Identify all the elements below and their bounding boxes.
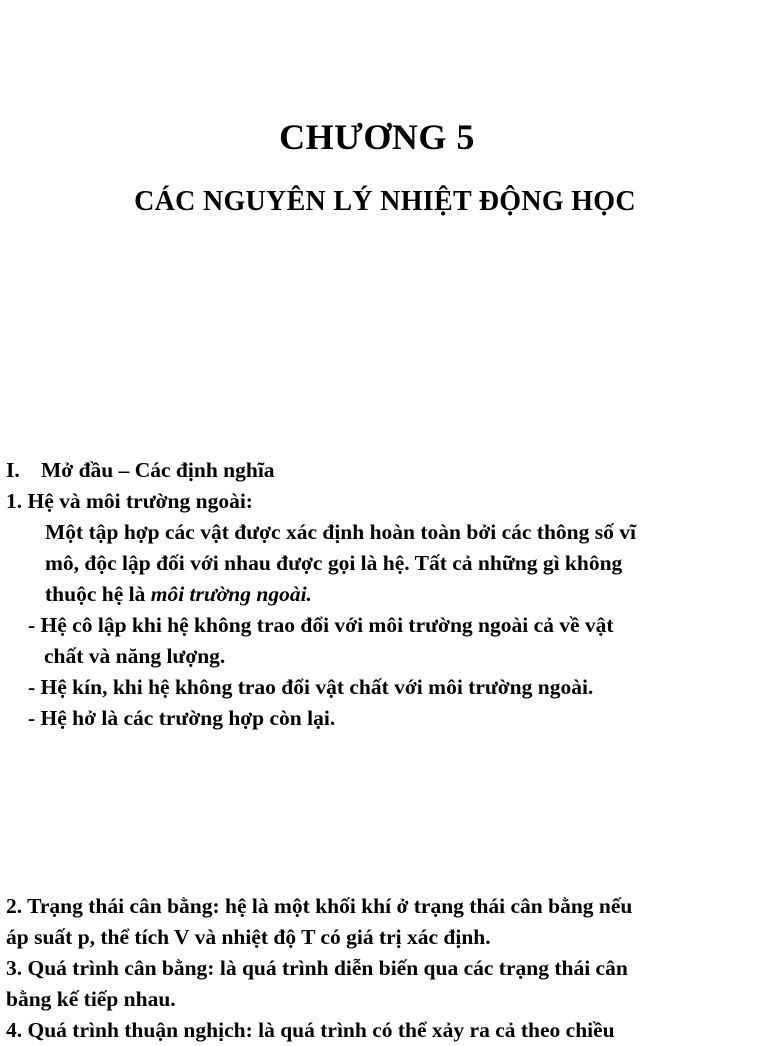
- reversible-process-line: 4. Quá trình thuận nghịch: là quá trình có thể xảy ra cả theo chiều: [6, 1018, 615, 1042]
- equilibrium-line: áp suất p, thể tích V và nhiệt độ T có giá trị xác định.: [6, 925, 491, 949]
- chapter-subtitle: CÁC NGUYÊN LÝ NHIỆT ĐỘNG HỌC: [134, 186, 636, 217]
- isolated-system-line: - Hệ cô lập khi hệ không trao đổi với môi trường ngoài cả về vật: [28, 613, 614, 637]
- definition-term: môi trường ngoài.: [150, 582, 312, 606]
- chapter-title: CHƯƠNG 5: [279, 117, 475, 157]
- process-line: bằng kế tiếp nhau.: [6, 987, 176, 1011]
- definition-line: [6, 579, 756, 610]
- intro-section: [6, 455, 756, 734]
- open-system-line: - Hệ hở là các trường hợp còn lại.: [28, 706, 336, 730]
- equilibrium-line: 2. Trạng thái cân bằng: hệ là một khối khí ở trạng thái cân bằng nếu: [6, 894, 633, 918]
- states-section: [6, 891, 766, 1046]
- definition-line: Một tập hợp các vật được xác định hoàn toàn bởi các thông số vĩ: [45, 520, 636, 544]
- isolated-system-line: chất và năng lượng.: [44, 644, 226, 668]
- section-title: Mở đầu – Các định nghĩa: [41, 458, 275, 482]
- definition-text: thuộc hệ là: [45, 582, 151, 606]
- closed-system-line: - Hệ kín, khi hệ không trao đổi vật chất với môi trường ngoài.: [28, 675, 594, 699]
- section-heading: [6, 455, 756, 486]
- process-line: 3. Quá trình cân bằng: là quá trình diễn biến qua các trạng thái cân: [6, 956, 628, 980]
- section-numeral: I.: [6, 458, 20, 482]
- definition-line: mô, độc lập đối với nhau được gọi là hệ. Tất cả những gì không: [45, 551, 623, 575]
- item-heading: 1. Hệ và môi trường ngoài:: [6, 489, 253, 513]
